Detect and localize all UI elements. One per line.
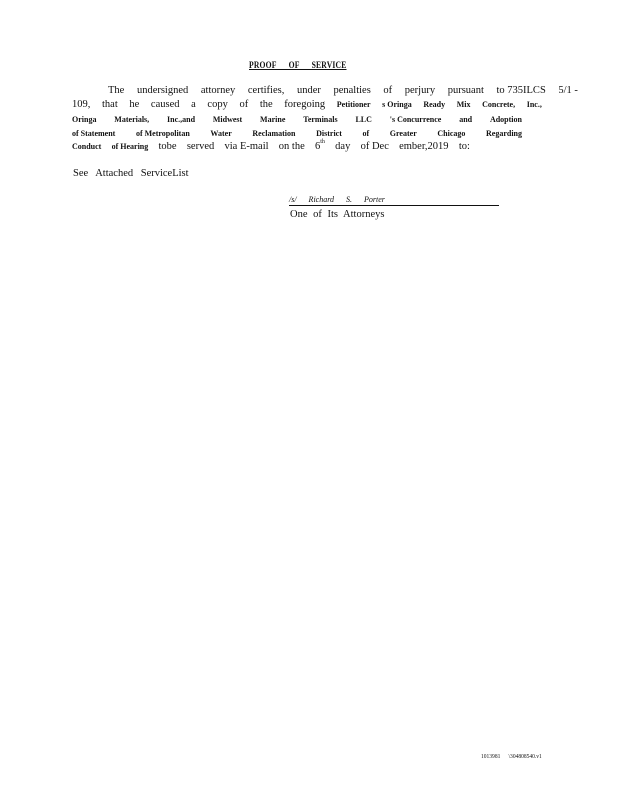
bold-word: Oringa [72, 115, 97, 124]
word: perjury [404, 85, 436, 96]
word: served [186, 141, 215, 152]
ordinal-suffix: th [320, 139, 325, 145]
word: of Dec [360, 141, 389, 152]
word: day [335, 141, 351, 152]
bold-word: and [459, 115, 473, 124]
see-attached-service-list: See Attached ServiceList [73, 168, 189, 179]
bold-word: of Metropolitan [135, 129, 190, 138]
body-line-5 [72, 141, 470, 152]
word: foregoing [284, 99, 326, 110]
word: 5/1 - [558, 85, 578, 96]
document-footer-code: 1013981 \304808540.v1 [481, 753, 542, 760]
bold-word: Chicago [437, 129, 466, 138]
bold-word: Materials, [114, 115, 150, 124]
word: The [108, 85, 125, 96]
bold-word: Conduct [72, 142, 102, 151]
body-line-1 [108, 85, 578, 96]
word: he [129, 99, 140, 110]
word: of [239, 99, 249, 110]
word: a [191, 99, 196, 110]
day-number: 6th [314, 139, 325, 152]
body-line-4 [72, 129, 522, 138]
bold-word: Inc.,and [167, 115, 196, 124]
body-line-2 [72, 99, 542, 110]
bold-word: Mix [456, 100, 471, 109]
bold-word: Midwest [212, 115, 243, 124]
word: that [102, 99, 118, 110]
signature-line: /s/ Richard S. Porter [289, 195, 499, 206]
bold-word: of Statement [72, 129, 116, 138]
bold-word: Petitioner [336, 100, 371, 109]
bold-word: Regarding [486, 129, 522, 138]
bold-word: Concrete, [482, 100, 516, 109]
bold-word: Greater [389, 129, 417, 138]
word: 109, [72, 99, 91, 110]
word: pursuant [447, 85, 484, 96]
word: penalties [333, 85, 371, 96]
bold-word: Water [210, 129, 232, 138]
word: on the [278, 141, 305, 152]
word: copy [207, 99, 228, 110]
word: certifies, [247, 85, 285, 96]
word: undersigned [136, 85, 189, 96]
bold-word: Marine [260, 115, 286, 124]
document-title: PROOF OF SERVICE [249, 60, 347, 70]
word: to: [458, 141, 470, 152]
body-line-3 [72, 115, 522, 124]
bold-word: of Hearing [111, 142, 149, 151]
bold-word: Terminals [303, 115, 338, 124]
word: ember,2019 [399, 141, 449, 152]
bold-word: Reclamation [252, 129, 296, 138]
word: the [259, 99, 273, 110]
word: tobe [158, 141, 177, 152]
bold-word: Adoption [489, 115, 522, 124]
word: to 735ILCS [496, 85, 546, 96]
word: of [383, 85, 393, 96]
bold-word: 's Concurrence [389, 115, 442, 124]
word: caused [150, 99, 180, 110]
word: attorney [200, 85, 236, 96]
bold-word: s Oringa [382, 100, 412, 109]
bold-word: Ready [423, 100, 446, 109]
bold-word: District [316, 129, 342, 138]
word: under [296, 85, 321, 96]
bold-word: of [362, 129, 370, 138]
word: via E-mail [224, 141, 269, 152]
bold-word: Inc., [526, 100, 542, 109]
bold-word: LLC [355, 115, 372, 124]
signature-caption: One of Its Attorneys [290, 209, 385, 220]
